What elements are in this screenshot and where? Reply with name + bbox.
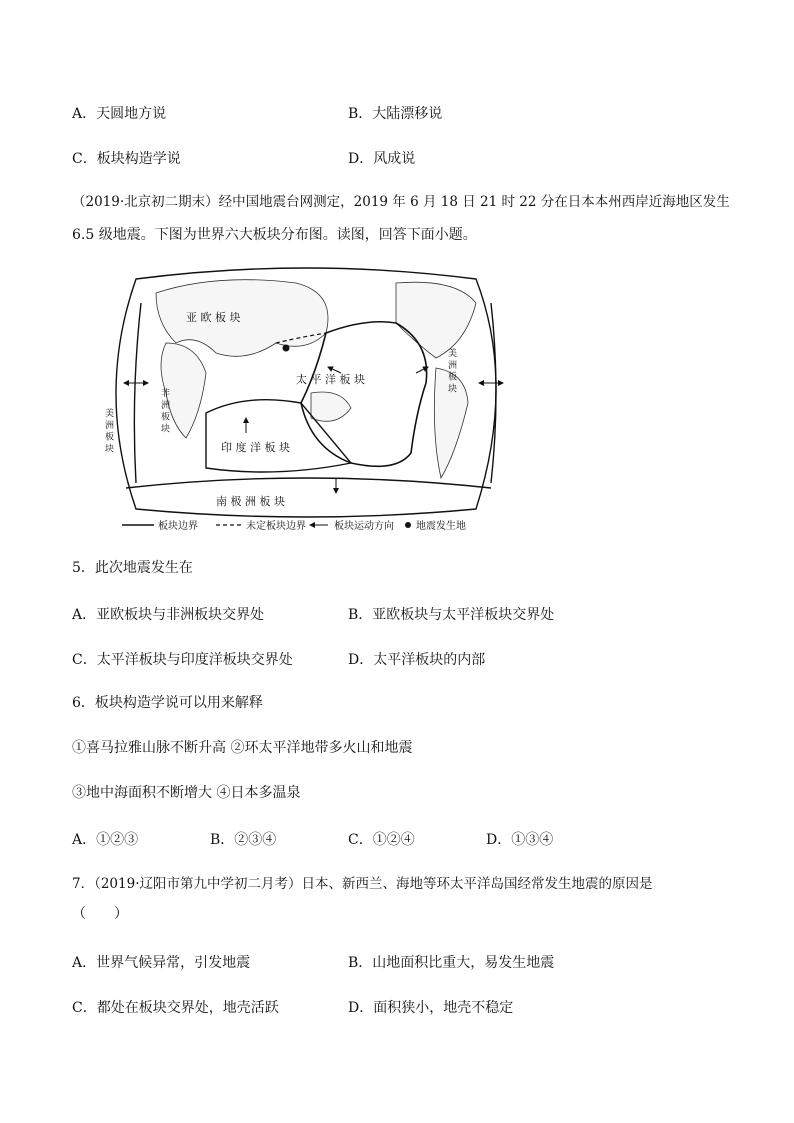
passage-line-2: 6.5 级地震。下图为世界六大板块分布图。读图，回答下面小题。 xyxy=(72,227,477,243)
label-america-plate-left: 美 洲 板 块 xyxy=(103,408,113,453)
label-pacific-plate: 太 平 洋 板 块 xyxy=(296,373,365,386)
q7-stem-line-1: 7．（2019·辽阳市第九中学初二月考）日本、新西兰、海地等环太平洋岛国经常发生地震的原因是 xyxy=(72,876,653,892)
label-america-plate-right: 美 洲 板 块 xyxy=(446,348,456,393)
q4-options-row2 xyxy=(72,148,732,166)
epicenter-dot xyxy=(283,345,290,352)
q4-option-c: C．板块构造学说 xyxy=(72,151,181,167)
q6-statements-1: ①喜马拉雅山脉不断升高 ②环太平洋地带多火山和地震 xyxy=(72,740,413,756)
legend-epicenter-label: 地震发生地 xyxy=(416,521,466,532)
passage-line-1: （2019·北京初二期末）经中国地震台网测定，2019 年 6 月 18 日 21 时 22 分在日本本州西岸近海地区发生 xyxy=(72,194,730,210)
q5-option-a: A．亚欧板块与非洲板块交界处 xyxy=(72,607,265,623)
q7-option-d: D．面积狭小，地壳不稳定 xyxy=(348,1000,514,1016)
q7-option-c: C．都处在板块交界处，地壳活跃 xyxy=(72,1000,279,1016)
label-africa-plate: 非 洲 板 块 xyxy=(159,388,169,433)
label-antarctic-plate: 南 极 洲 板 块 xyxy=(216,495,285,508)
label-eurasia-plate: 亚 欧 板 块 xyxy=(186,311,241,324)
q6-option-b: B．②③④ xyxy=(210,832,277,848)
q4-options-row1 xyxy=(72,103,732,121)
legend-uncertain-label: 未定板块边界 xyxy=(246,521,306,532)
q7-stem-line-2: （ ） xyxy=(72,906,128,922)
q5-option-d: D．太平洋板块的内部 xyxy=(348,652,486,668)
legend-epicenter-swatch xyxy=(405,522,411,528)
q6-options-row xyxy=(72,829,732,847)
label-indian-plate: 印 度 洋 板 块 xyxy=(221,441,290,454)
legend-direction-label: 板块运动方向 xyxy=(334,521,394,532)
q5-options-row1 xyxy=(72,604,732,622)
world-plates-map xyxy=(96,263,516,533)
q6-statements-2: ③地中海面积不断增大 ④日本多温泉 xyxy=(72,785,301,801)
q4-option-a: A．天圆地方说 xyxy=(72,106,167,122)
q5-options-row2 xyxy=(72,649,732,667)
q5-option-c: C．太平洋板块与印度洋板块交界处 xyxy=(72,652,293,668)
q6-option-a: A．①②③ xyxy=(72,832,139,848)
q4-option-b: B．大陆漂移说 xyxy=(348,106,443,122)
q7-options-row2 xyxy=(72,997,732,1015)
q5-stem: 5．此次地震发生在 xyxy=(72,560,193,576)
world-plates-map-svg xyxy=(96,263,516,533)
q6-option-d: D．①③④ xyxy=(486,832,554,848)
q7-option-a: A．世界气候异常，引发地震 xyxy=(72,955,251,971)
legend-boundary-label: 板块边界 xyxy=(158,521,198,532)
q7-option-b: B．山地面积比重大，易发生地震 xyxy=(348,955,555,971)
q6-option-c: C．①②④ xyxy=(348,832,415,848)
q7-options-row1 xyxy=(72,952,732,970)
q5-option-b: B．亚欧板块与太平洋板块交界处 xyxy=(348,607,555,623)
q6-stem: 6．板块构造学说可以用来解释 xyxy=(72,695,263,711)
q4-option-d: D．风成说 xyxy=(348,151,416,167)
